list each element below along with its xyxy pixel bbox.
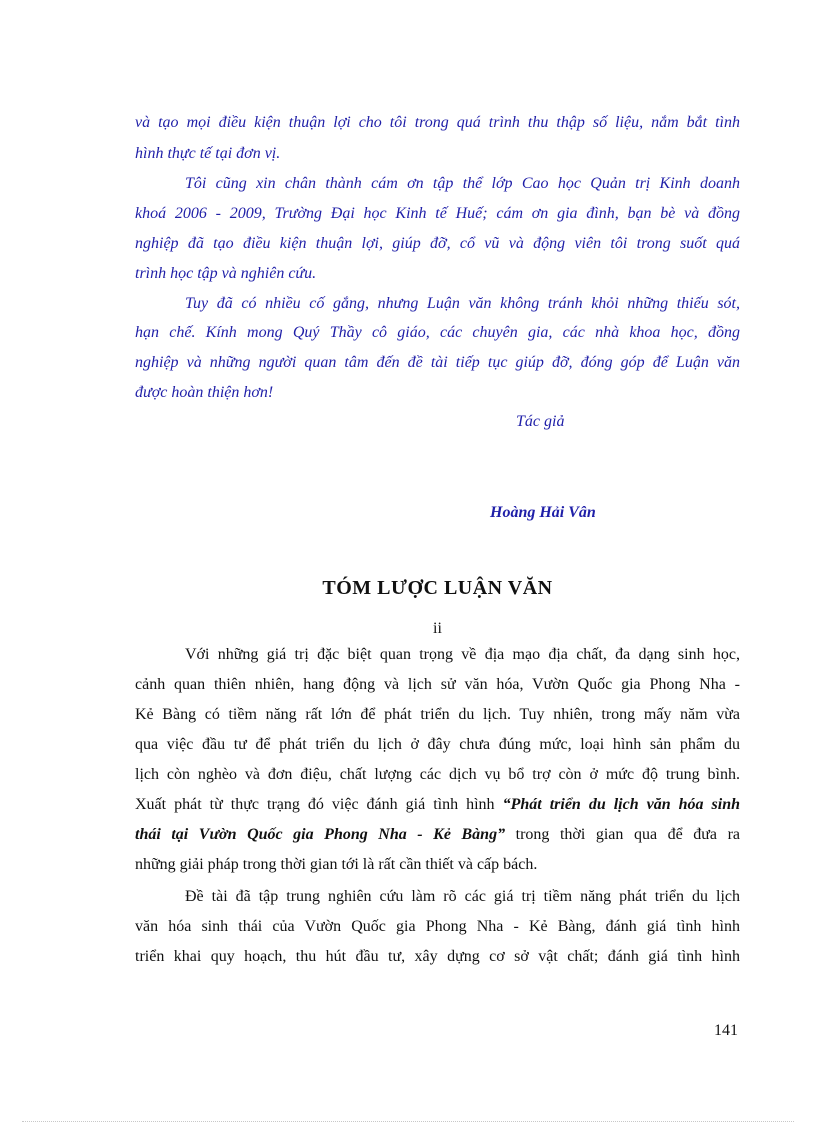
summary-line: lịch còn nghèo và đơn điệu, chất lượng các dịch vụ bổ trợ còn ở mức độ trung bình. (135, 766, 740, 783)
page-edge-divider (22, 1121, 794, 1122)
summary-line: qua việc đầu tư để phát triển du lịch ở đây chưa đúng mức, loại hình sản phẩm du (135, 736, 740, 753)
summary-line (135, 794, 740, 816)
ack-line: trình học tập và nghiên cứu. (135, 265, 317, 282)
summary-line: Kẻ Bàng có tiềm năng rất lớn để phát triển du lịch. Tuy nhiên, trong mấy năm vừa (135, 706, 740, 723)
author-label: Tác giả (516, 413, 565, 430)
thesis-title-emphasis: thái tại Vườn Quốc gia Phong Nha - Kẻ Bàng” (135, 826, 506, 843)
summary-line: văn hóa sinh thái của Vườn Quốc gia Phong Nha - Kẻ Bàng, đánh giá tình hình (135, 918, 740, 935)
ack-line: hình thực tế tại đơn vị. (135, 145, 281, 162)
thesis-title-emphasis: “Phát triển du lịch văn hóa sinh (502, 796, 740, 813)
summary-line: cảnh quan thiên nhiên, hang động và lịch sử văn hóa, Vườn Quốc gia Phong Nha - (135, 676, 740, 693)
summary-line (135, 824, 740, 846)
ack-line: nghiệp đã tạo điều kiện thuận lợi, giúp đỡ, cổ vũ và động viên tôi trong suốt quá (135, 235, 740, 252)
summary-line: những giải pháp trong thời gian tới là rất cần thiết và cấp bách. (135, 856, 538, 873)
roman-page-number: ii (433, 620, 442, 637)
summary-line: triển khai quy hoạch, thu hút đầu tư, xây dựng cơ sở vật chất; đánh giá tình hình (135, 948, 740, 965)
ack-line: Tôi cũng xin chân thành cám ơn tập thể lớp Cao học Quản trị Kinh doanh (185, 175, 740, 192)
ack-line: được hoàn thiện hơn! (135, 384, 274, 401)
summary-title: TÓM LƯỢC LUẬN VĂN (322, 577, 553, 599)
summary-text: trong thời gian qua để đưa ra (505, 826, 740, 843)
summary-text: Xuất phát từ thực trạng đó việc đánh giá tình hình (135, 796, 503, 813)
ack-line: khoá 2006 - 2009, Trường Đại học Kinh tế Huế; cám ơn gia đình, bạn bè và đồng (135, 205, 740, 222)
ack-line: Tuy đã có nhiều cố gắng, nhưng Luận văn không tránh khỏi những thiếu sót, (185, 295, 740, 312)
summary-line: Với những giá trị đặc biệt quan trọng về địa mạo địa chất, đa dạng sinh học, (185, 646, 740, 663)
ack-line: hạn chế. Kính mong Quý Thầy cô giáo, các chuyên gia, các nhà khoa học, đồng (135, 324, 740, 341)
summary-line: Đề tài đã tập trung nghiên cứu làm rõ các giá trị tiềm năng phát triển du lịch (185, 888, 740, 905)
ack-line: và tạo mọi điều kiện thuận lợi cho tôi trong quá trình thu thập số liệu, nắm bắt tình (135, 114, 740, 131)
author-name: Hoàng Hải Vân (490, 504, 596, 521)
ack-line: nghiệp và những người quan tâm đến đề tài tiếp tục giúp đỡ, đóng góp để Luận văn (135, 354, 740, 371)
page-number: 141 (714, 1022, 738, 1039)
